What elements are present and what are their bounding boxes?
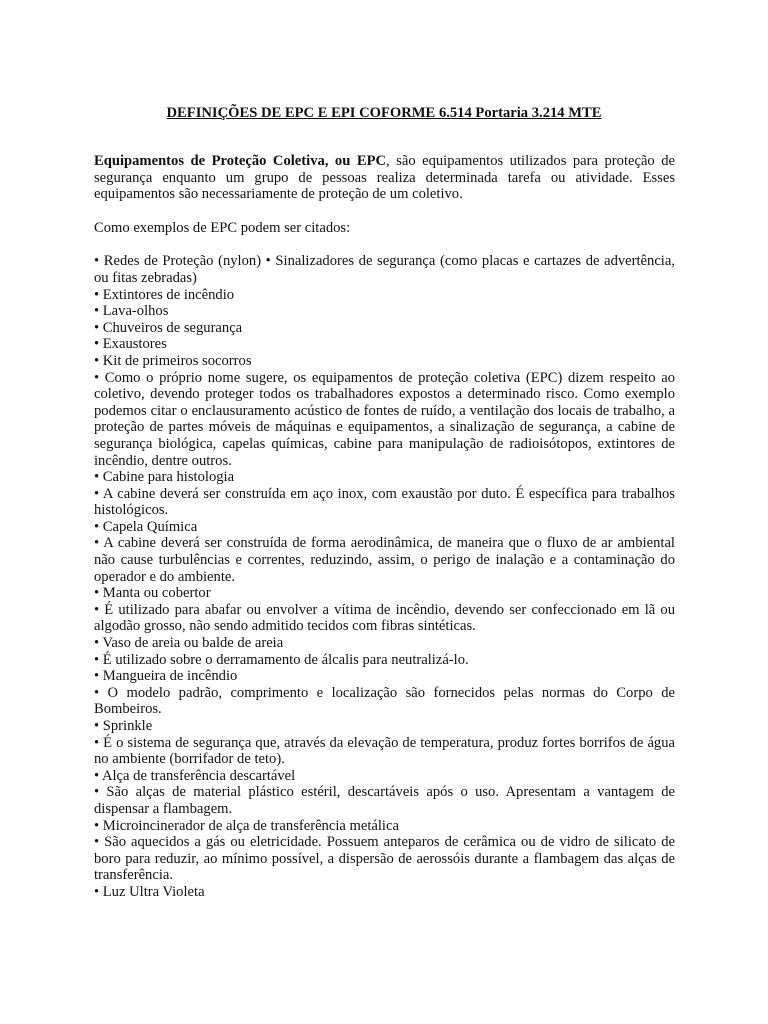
list-item: • Extintores de incêndio	[94, 286, 235, 303]
paragraph-gap	[94, 203, 675, 220]
list-item: • Como o próprio nome sugere, os equipamentos de proteção coletiva (EPC) dizem respeito ao coletivo, devendo proteger todos os trabalhadores expostos a determinado risco. Como exemplo podemos citar o enclausuramento acústico de fontes de ruído, a ventilação dos locais de trabalho, a proteção de partes móveis de máquinas e equipamentos, a sinalização de segurança, a cabine de segurança biológica, capelas químicas, cabine para manipulação de radioisótopos, extintores de incêndio, dentre outros.	[94, 369, 675, 469]
list-item: • Kit de primeiros socorros	[94, 352, 252, 369]
list-item: • Exaustores	[94, 336, 167, 353]
list-item: • Sprinkle	[94, 718, 153, 734]
list-item: • São aquecidos a gás ou eletricidade. Possuem anteparos de cerâmica ou de vidro de silicato de boro para reduzir, ao mínimo possível, a dispersão de aerossóis durante a flambagem das alças de transferência.	[94, 834, 675, 884]
intro-text: , são equipamentos utilizados para proteção de segurança enquanto um grupo de pessoas realiza determinada tarefa ou atividade. Esses equipamentos são necessariamente de proteção de um coletivo.	[94, 153, 675, 203]
document-title: DEFINIÇÕES DE EPC E EPI COFORME 6.514 Portaria 3.214 MTE	[166, 105, 602, 121]
list-item: • Redes de Proteção (nylon) • Sinalizadores de segurança (como placas e cartazes de advertência, ou fitas zebradas)	[94, 253, 675, 286]
list-item: • Capela Química	[94, 518, 198, 535]
bullet-list	[94, 253, 675, 900]
list-item: • É o sistema de segurança que, através da elevação de temperatura, produz fortes borrifos de água no ambiente (borrifador de teto).	[94, 734, 675, 768]
list-item: • Lava-olhos	[94, 303, 169, 320]
paragraph-gap	[94, 236, 675, 253]
list-item: • Luz Ultra Violeta	[94, 883, 205, 900]
list-item: • Alça de transferência descartável	[94, 767, 296, 784]
intro-term: Equipamentos de Proteção Coletiva, ou EPC	[94, 153, 387, 169]
examples-intro: Como exemplos de EPC podem ser citados:	[94, 219, 351, 236]
list-item: • É utilizado sobre o derramamento de álcalis para neutralizá-lo.	[94, 651, 469, 668]
intro-paragraph	[94, 153, 675, 203]
list-item: • Manta ou cobertor	[94, 585, 211, 602]
list-item: • A cabine deverá ser construída em aço inox, com exaustão por duto. É específica para trabalhos histológicos.	[94, 485, 675, 519]
list-item: • Chuveiros de segurança	[94, 319, 243, 336]
list-item: • O modelo padrão, comprimento e localização são fornecidos pelas normas do Corpo de Bombeiros.	[94, 684, 675, 718]
list-item: • Mangueira de incêndio	[94, 668, 238, 685]
list-item: • Vaso de areia ou balde de areia	[94, 635, 284, 652]
document-body	[94, 153, 675, 901]
list-item: • Cabine para histologia	[94, 469, 235, 486]
list-item: • É utilizado para abafar ou envolver a vítima de incêndio, devendo ser confeccionado em lã ou algodão grosso, não sendo admitido tecidos com fibras sintéticas.	[94, 601, 675, 635]
list-item: • Microincinerador de alça de transferência metálica	[94, 817, 399, 834]
list-item: • São alças de material plástico estéril, descartáveis após o uso. Apresentam a vantagem de dispensar a flambagem.	[94, 784, 675, 817]
list-item: • A cabine deverá ser construída de forma aerodinâmica, de maneira que o fluxo de ar ambiental não cause turbulências e correntes, reduzindo, assim, o perigo de inalação e a contaminação do operador e do ambiente.	[94, 535, 675, 585]
